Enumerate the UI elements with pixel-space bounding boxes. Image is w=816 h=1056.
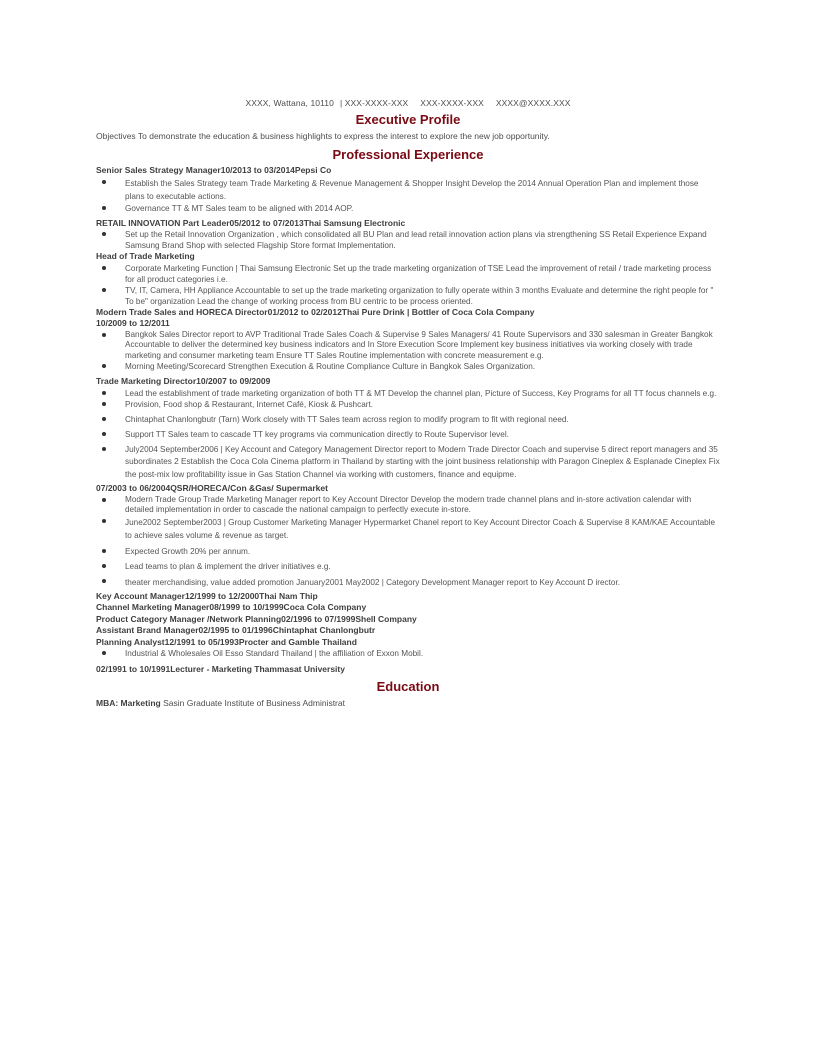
list-item: Governance TT & MT Sales team to be aligned with 2014 AOP.	[96, 203, 720, 214]
job-bullets	[96, 388, 720, 482]
job-title: Modern Trade Sales and HORECA Director01/2012 to 02/2012Thai Pure Drink | Bottler of Coca Cola Company	[96, 306, 535, 317]
education-degree: MBA	[96, 697, 116, 708]
job-bullets	[96, 330, 720, 373]
list-item: July2004 September2006 | Key Account and Category Management Director report to Modern Trade Director Coach and supervise 5 direct report managers and 35 subordinates 2 Establish the Coca Cola Cinema platform in Thailand by starting with the joint business relationship with Paragon Cineplex & Esplanade Cineplex Fix the post-mix low profitability issue in Gas Station Channel via working with customers, finance and equipme.	[96, 444, 720, 482]
contact-phone-1: | XXX-XXXX-XXX	[339, 98, 409, 108]
job-bullets	[96, 495, 720, 589]
job-title: Key Account Manager12/1999 to 12/2000Thai Nam Thip	[96, 590, 318, 601]
job-title: Planning Analyst12/1991 to 05/1993Procter and Gamble Thailand	[96, 636, 357, 647]
job-title: Assistant Brand Manager02/1995 to 01/1996Chintaphat Chanlongbutr	[96, 625, 376, 635]
list-item: Set up the Retail Innovation Organization , which consolidated all BU Plan and lead retail innovation action plans via strengthening SS Retail Experience Expand Samsung Brand Shop with selected Flagship Store format Implementation.	[96, 229, 720, 251]
contact-address: XXXX, Wattana, 10110	[245, 98, 334, 108]
list-item: Expected Growth 20% per annum.	[96, 546, 720, 557]
contact-line	[96, 97, 720, 110]
list-item: TV, IT, Camera, HH Appliance Accountable to set up the trade marketing organization to fully operate within 3 months Evaluate and determine the right people for " To be" organization Lead the change of working process from BU centric to be process oriented.	[96, 285, 720, 307]
heading-education: Education	[376, 678, 440, 694]
job-title: Trade Marketing Director10/2007 to 09/2009	[96, 376, 271, 386]
job-bullets	[96, 263, 720, 307]
resume-content	[96, 97, 720, 709]
contact-email: XXXX@XXXX.XXX	[495, 98, 571, 108]
list-item: June2002 September2003 | Group Customer Marketing Manager Hypermarket Chanel report to Key Account Director Coach & Supervise 8 KAM/KAE Accountable to achieve sales volume & revenue as target.	[96, 516, 720, 542]
list-item: Industrial & Wholesales Oil Esso Standard Thailand | the affiliation of Exxon Mobil.	[96, 648, 720, 659]
job-title: Senior Sales Strategy Manager10/2013 to 03/2014Pepsi Co	[96, 165, 332, 175]
job-bullets	[96, 229, 720, 251]
job-title: 07/2003 to 06/2004QSR/HORECA/Con &Gas/ Supermarket	[96, 483, 328, 493]
list-item: Support TT Sales team to cascade TT key programs via communication directly to Route Supervisor level.	[96, 429, 720, 440]
job-title: RETAIL INNOVATION Part Leader05/2012 to 07/2013Thai Samsung Electronic	[96, 217, 406, 228]
list-item: Bangkok Sales Director report to AVP Traditional Trade Sales Coach & Supervise 9 Sales Managers/ 41 Route Supervisors and 330 salesman in Greater Bangkok Accountable to deliver the determined key business indicators and In Store Execution Score Implement key business initiatives via working closely with trade marketing and consumer marketing team Ensure TT Sales Routine implementation with concrete measurement e.g.	[96, 330, 720, 362]
list-item: Corporate Marketing Function | Thai Samsung Electronic Set up the trade marketing organization of TSE Lead the improvement of retail / trade marketing process for all product categories i.e.	[96, 263, 720, 285]
list-item: Lead the establishment of trade marketing organization of both TT & MT Develop the channel plan, Picture of Success, Key Programs for all TT focus channels e.g.	[96, 388, 720, 399]
list-item: Chintaphat Chanlongbutr (Tarn) Work closely with TT Sales team across region to modify program to fit with regional need.	[96, 414, 720, 425]
objective-text: Objectives To demonstrate the education & business highlights to express the interest to explore the new job opportunity.	[96, 131, 550, 141]
job-dates: 10/2009 to 12/2011	[96, 318, 170, 328]
job-title: Product Category Manager /Network Planning02/1996 to 07/1999Shell Company	[96, 613, 417, 624]
list-item: Modern Trade Group Trade Marketing Manager report to Key Account Director Develop the modern trade channel plans and in-store activation calendar with detailed implementation in order to cascade the national campaign to perfectly execute in-store.	[96, 495, 720, 516]
job-title: Head of Trade Marketing	[96, 251, 195, 261]
education-field: : Marketing	[115, 697, 161, 708]
heading-professional-experience: Professional Experience	[332, 147, 484, 162]
list-item: Lead teams to plan & implement the driver initiatives e.g.	[96, 561, 720, 572]
education-school: Sasin Graduate Institute of Business Administrat	[163, 697, 345, 708]
job-bullets	[96, 648, 720, 659]
list-item: Provision, Food shop & Restaurant, Internet Café, Kiosk & Pushcart.	[96, 399, 720, 410]
contact-phone-2: XXX-XXXX-XXX	[420, 98, 484, 108]
list-item: Establish the Sales Strategy team Trade Marketing & Revenue Management & Shopper Insight Develop the 2014 Annual Operation Plan and implement those plans to executable actions.	[96, 177, 720, 203]
list-item: theater merchandising, value added promotion January2001 May2002 | Category Development Manager report to Key Account D irector.	[96, 576, 720, 589]
heading-executive-profile: Executive Profile	[355, 112, 461, 127]
job-title: 02/1991 to 10/1991Lecturer - Marketing Thammasat University	[96, 664, 345, 674]
education-entry	[96, 697, 720, 709]
list-item: Morning Meeting/Scorecard Strengthen Execution & Routine Compliance Culture in Bangkok Sales Organization.	[96, 361, 720, 372]
job-title: Channel Marketing Manager08/1999 to 10/1999Coca Cola Company	[96, 602, 367, 612]
job-bullets	[96, 177, 720, 214]
